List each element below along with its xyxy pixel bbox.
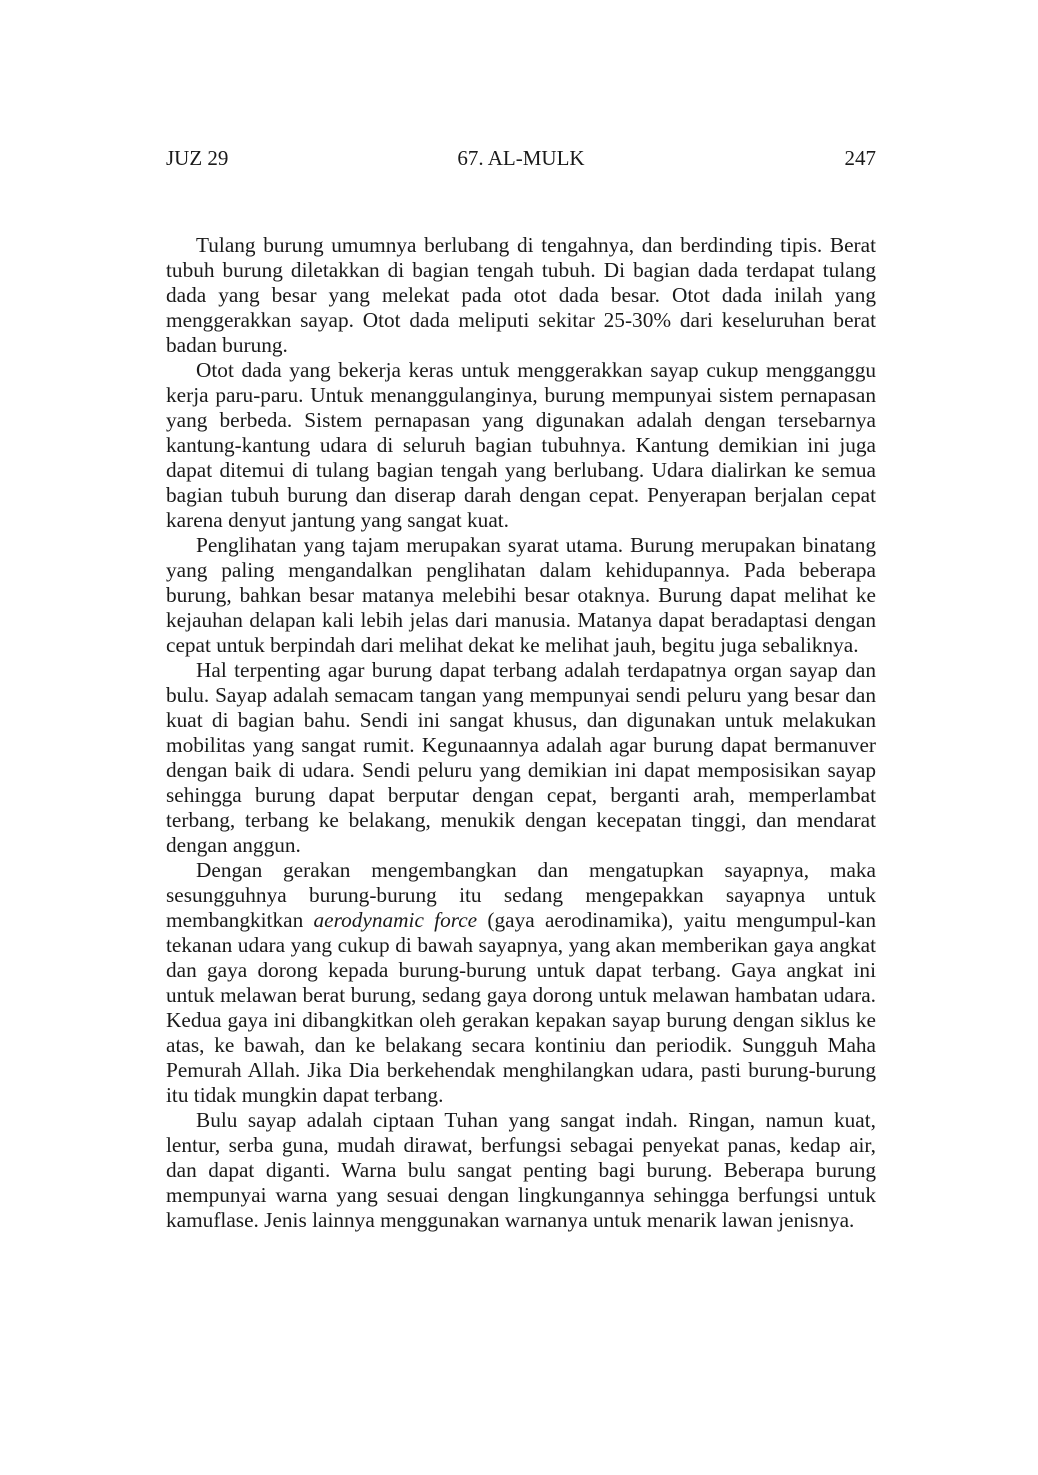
juz-label: JUZ 29 <box>166 146 229 170</box>
page-number: 247 <box>844 146 876 170</box>
page-header <box>166 146 876 174</box>
paragraph-1: Tulang burung umumnya berlubang di tengahnya, dan berdinding tipis. Berat tubuh burung diletakkan di bagian tengah tubuh. Di bagian dada terdapat tulang dada yang besar yang melekat pada otot dada besar. Otot dada inilah yang menggerakkan sayap. Otot dada meliputi sekitar 25-30% dari keseluruhan berat badan burung. <box>166 233 876 357</box>
paragraph-5-start: Dengan gerakan mengembangkan dan mengatupkan sayapnya, maka sesungguhnya burung-burung itu sedang mengepakkan sayapnya untuk membangkitkan <box>166 858 876 932</box>
paragraph-5 <box>166 858 876 1108</box>
paragraph-4: Hal terpenting agar burung dapat terbang adalah terdapatnya organ sayap dan bulu. Sayap adalah semacam tangan yang mempunyai sendi peluru yang besar dan kuat di bagian bahu. Sendi ini sangat khusus, dan digunakan untuk melakukan mobilitas yang sangat rumit. Kegunaannya adalah agar burung dapat bermanuver dengan baik di udara. Sendi peluru yang demikian ini dapat memposisikan sayap sehingga burung dapat berputar dengan cepat, berganti arah, memperlambat terbang, terbang ke belakang, menukik dengan kecepatan tinggi, dan mendarat dengan anggun. <box>166 658 876 857</box>
italic-term: aerodynamic force <box>313 908 478 932</box>
surah-title: 67. AL-MULK <box>457 146 585 170</box>
paragraph-6: Bulu sayap adalah ciptaan Tuhan yang sangat indah. Ringan, namun kuat, lentur, serba guna, mudah dirawat, berfungsi sebagai penyekat panas, kedap air, dan dapat diganti. Warna bulu sangat penting bagi burung. Beberapa burung mempunyai warna yang sesuai dengan lingkungannya sehingga berfungsi untuk kamuflase. Jenis lainnya menggunakan warnanya untuk menarik lawan jenisnya. <box>166 1108 876 1232</box>
paragraph-3: Penglihatan yang tajam merupakan syarat utama. Burung merupakan binatang yang paling mengandalkan penglihatan dalam kehidupannya. Pada beberapa burung, bahkan besar matanya melebihi besar otaknya. Burung dapat melihat ke kejauhan delapan kali lebih jelas dari manusia. Matanya dapat beradaptasi dengan cepat untuk berpindah dari melihat dekat ke melihat jauh, begitu juga sebaliknya. <box>166 533 876 657</box>
paragraph-5-end: (gaya aerodinamika), yaitu mengumpul-kan tekanan udara yang cukup di bawah sayapnya, yang akan memberikan gaya angkat dan gaya dorong kepada burung-burung untuk dapat terbang. Gaya angkat ini untuk melawan berat burung, sedang gaya dorong untuk melawan hambatan udara. Kedua gaya ini dibangkitkan oleh gerakan kepakan sayap burung dengan siklus ke atas, ke bawah, dan ke belakang secara kontiniu dan periodik. Sungguh Maha Pemurah Allah. Jika Dia berkehendak menghilangkan udara, pasti burung-burung itu tidak mungkin dapat terbang. <box>166 908 877 1107</box>
page-body <box>166 233 876 1233</box>
paragraph-2: Otot dada yang bekerja keras untuk menggerakkan sayap cukup mengganggu kerja paru-paru. Untuk menanggulanginya, burung mempunyai sistem pernapasan yang berbeda. Sistem pernapasan yang digunakan adalah dengan tersebarnya kantung-kantung udara di seluruh bagian tubuhnya. Kantung demikian ini juga dapat ditemui di tulang bagian tengah yang berlubang. Udara dialirkan ke semua bagian tubuh burung dan diserap darah dengan cepat. Penyerapan berjalan cepat karena denyut jantung yang sangat kuat. <box>166 358 876 532</box>
